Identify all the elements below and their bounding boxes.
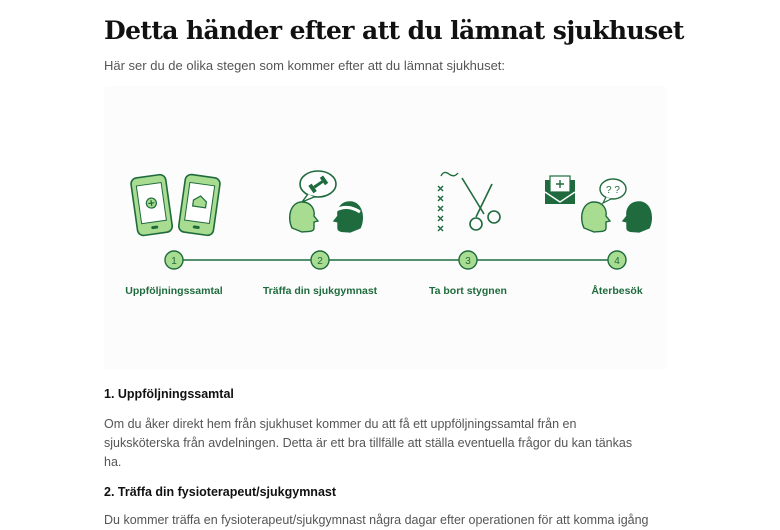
step-label-2: Träffa din sjukgymnast — [262, 285, 378, 297]
step-number: 1 — [171, 256, 177, 267]
section-text-2 — [104, 511, 664, 530]
text-line: ha. — [104, 455, 122, 469]
step-label-1: Uppföljningssamtal — [125, 285, 223, 297]
people-dumbbell-icon — [290, 171, 363, 232]
step-label-3: Ta bort stygnen — [429, 285, 507, 297]
step-label-4: Återbesök — [591, 285, 643, 297]
step-number: 2 — [317, 256, 323, 267]
section-heading-1: 1. Uppföljningssamtal — [104, 387, 234, 401]
section-text-1 — [104, 415, 664, 472]
step-marker-2 — [311, 251, 329, 269]
envelope-people-icon — [545, 176, 651, 232]
steps-diagram — [104, 86, 666, 369]
text-line: sjuksköterska från avdelningen. Detta är ett bra tillfälle att ställa eventuella frågor du kan tänkas — [104, 436, 633, 450]
steps-illustration — [104, 86, 666, 369]
step-marker-3 — [459, 251, 477, 269]
phones-icon — [130, 174, 220, 236]
step-number: 3 — [465, 256, 471, 267]
text-line: Du kommer träffa en fysioterapeut/sjukgymnast några dagar efter operationen för att komma igång — [104, 513, 649, 527]
question-marks: ? ? — [606, 185, 620, 196]
section-heading-2: 2. Träffa din fysioterapeut/sjukgymnast — [104, 485, 337, 499]
step-marker-4 — [608, 251, 626, 269]
step-number: 4 — [614, 256, 620, 267]
intro-text: Här ser du de olika stegen som kommer efter att du lämnat sjukhuset: — [104, 58, 506, 73]
scissors-stitches-icon — [438, 172, 500, 231]
page-title: Detta händer efter att du lämnat sjukhuset — [104, 16, 684, 45]
text-line: Om du åker direkt hem från sjukhuset kommer du att få ett uppföljningssamtal från en — [104, 417, 577, 431]
step-marker-1 — [165, 251, 183, 269]
